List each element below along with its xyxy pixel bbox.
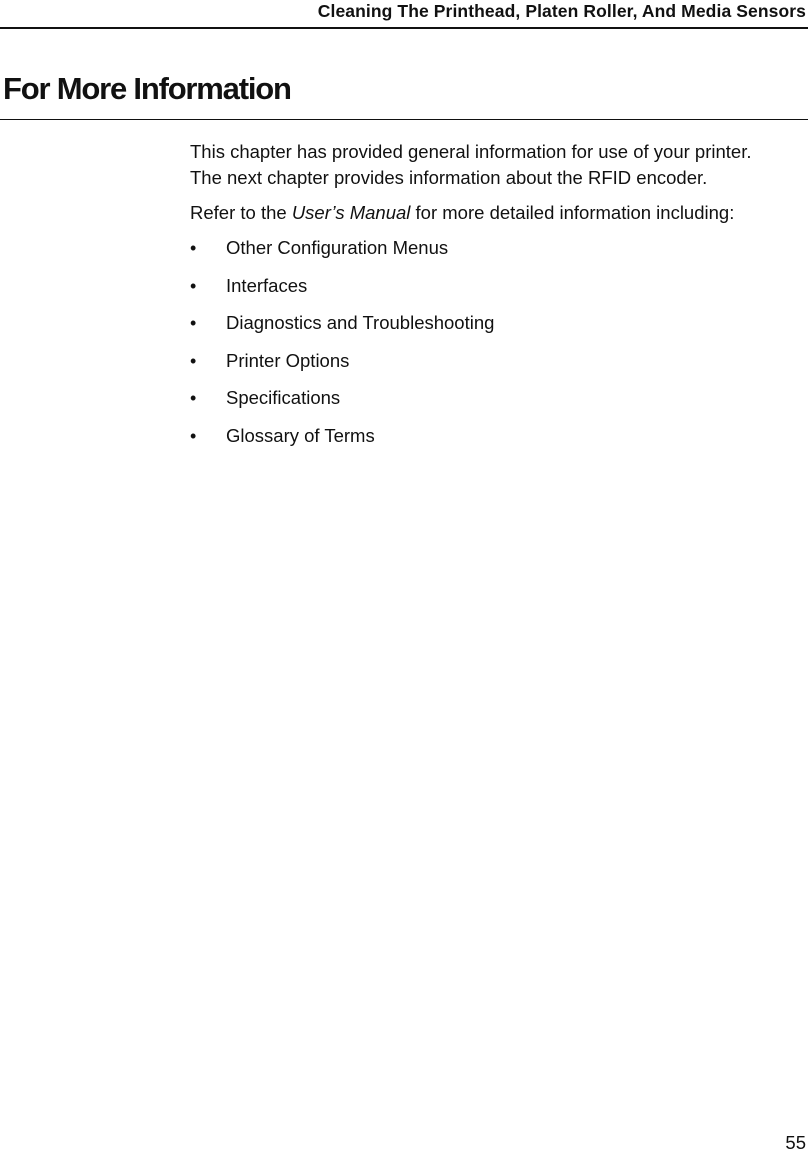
list-item: [190, 235, 808, 273]
refer-prefix: Refer to the: [190, 202, 292, 223]
bullet-icon: •: [190, 425, 197, 446]
refer-suffix: for more detailed information including:: [410, 202, 735, 223]
topic-list: [190, 235, 808, 460]
page-number: 55: [785, 1132, 806, 1153]
section-body: [190, 139, 808, 460]
list-item-label: Other Configuration Menus: [226, 237, 449, 258]
refer-paragraph: [190, 200, 808, 226]
manual-title: User’s Manual: [291, 202, 411, 223]
section-title: For More Information: [3, 71, 291, 106]
bullet-icon: •: [190, 388, 197, 408]
list-item: [190, 423, 808, 461]
list-item-label: Interfaces: [226, 274, 308, 296]
bullet-icon: •: [190, 275, 197, 296]
list-item: [190, 348, 808, 386]
bullet-icon: •: [190, 313, 197, 333]
list-item: [190, 385, 808, 423]
running-header: Cleaning The Printhead, Platen Roller, And Media Sensors: [317, 1, 806, 21]
list-item-label: Diagnostics and Troubleshooting: [226, 312, 495, 333]
list-item-label: Printer Options: [226, 349, 350, 371]
list-item-label: Glossary of Terms: [226, 424, 375, 446]
bullet-icon: •: [190, 350, 197, 371]
list-item-label: Specifications: [226, 387, 341, 408]
list-item: [190, 310, 808, 348]
title-rule: [0, 119, 808, 120]
bullet-icon: •: [190, 238, 197, 258]
header-rule: [0, 27, 808, 29]
intro-paragraph: This chapter has provided general information for use of your printer. The next chapter provides information about the RFID encoder.: [190, 141, 752, 188]
list-item: [190, 273, 808, 311]
